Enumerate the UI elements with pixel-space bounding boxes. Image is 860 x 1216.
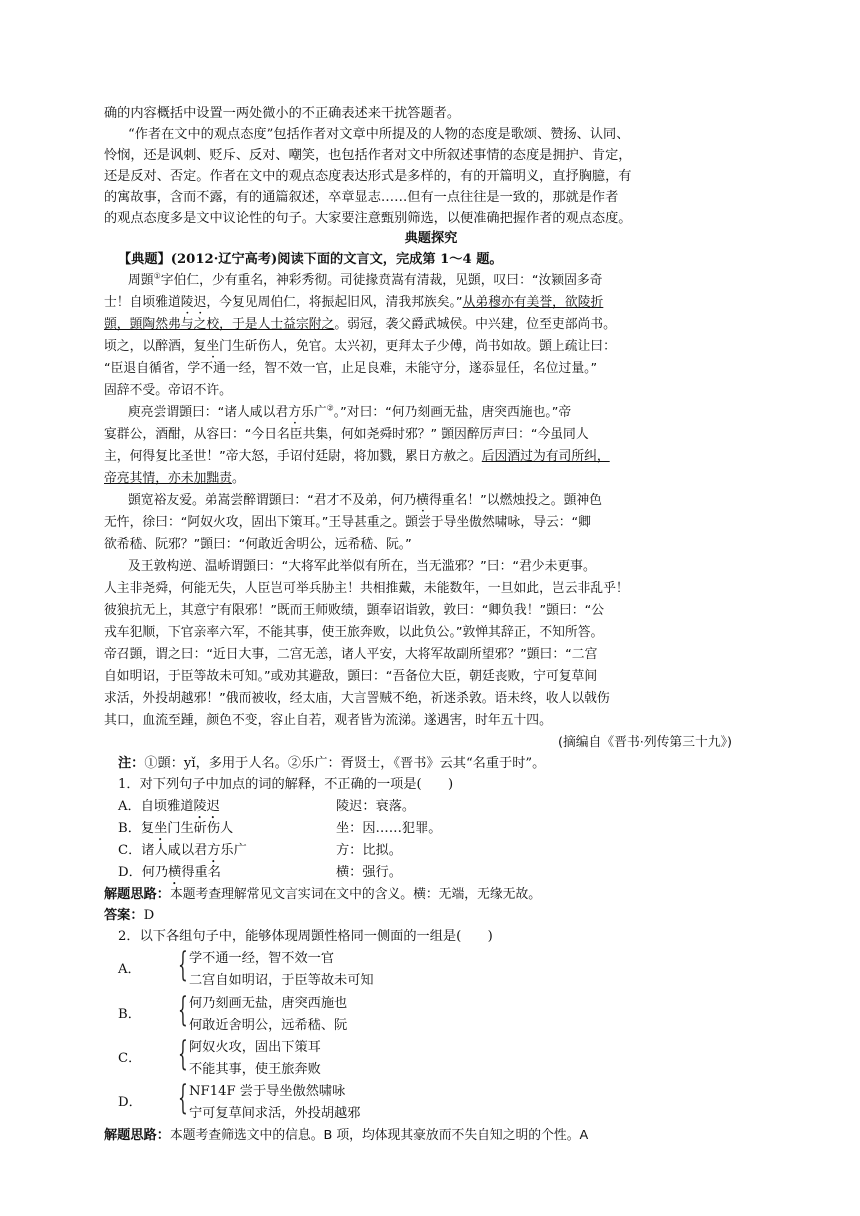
text: 门生斫伤人 — [167, 821, 234, 836]
q2-option-d-line2: 宁可复草间求活，外投胡越邪 — [189, 1106, 361, 1121]
text: 乐广 — [301, 405, 327, 420]
passage-line — [104, 293, 603, 317]
question-2-stem: 2．以下各组句子中，能够体现周顗性格同一侧面的一组是( ) — [118, 929, 493, 944]
dotted-word: 方 — [207, 843, 221, 858]
text: 主，何得复比圣世！”帝大怒，手诏付廷尉，将加戮，累日方赦之。 — [104, 449, 482, 464]
section-title: 典题探究 — [404, 231, 458, 246]
text: B．复 — [118, 821, 155, 836]
dotted-word: 坐 — [206, 339, 220, 354]
passage-line: 彼狼抗无上，其意宁有限邪！”既而王师败绩，顗奉诏诣敦，敦曰：“卿负我！”顗曰：“公 — [104, 603, 605, 618]
q1-answer — [104, 906, 154, 926]
q1-option-d-explanation: 横：强行。 — [336, 865, 402, 880]
passage-line: 无忤，徐曰：“阿奴火攻，固出下策耳。”王导甚重之。顗尝于导坐傲然啸咏，导云：“卿 — [104, 515, 591, 530]
notes-line — [118, 754, 545, 774]
text: 得重名 — [181, 865, 221, 880]
intro-line: “作者在文中的观点态度”包括作者对文章中所提及的人物的态度是歌颂、赞扬、认同、 — [128, 127, 630, 142]
dotted-word: 方 — [288, 405, 301, 420]
q2-option-d-label: D． — [118, 1095, 142, 1110]
text: 顷之，以醉酒，复 — [104, 339, 207, 354]
hint-text: 本题考查筛选文中的信息。B 项，均体现其豪放而不失自知之明的个性。A — [169, 1128, 589, 1143]
underlined-sentence: 从弟穆亦有美誉，欲陵折 — [462, 295, 604, 310]
passage-line: “臣退自循省，学不通一经，智不效一官，止足良难，未能守分，遂忝显任，名位过量。” — [104, 361, 598, 376]
passage-line — [104, 337, 616, 361]
q2-option-a-label: A． — [118, 962, 141, 977]
text: 。 — [231, 471, 245, 486]
passage-line: 其口，血流至踵，颜色不变，容止自若，观者皆为流涕。遂遇害，时年五十四。 — [104, 713, 552, 728]
text: C．诸人咸以君 — [118, 843, 208, 858]
text: 得重名！”以燃烛投之。顗神色 — [428, 493, 602, 508]
q1-option-c-explanation: 方：比拟。 — [336, 843, 402, 858]
q1-option-b-explanation: 坐：因……犯罪。 — [336, 821, 442, 836]
q2-option-a-line1: 学不通一经，智不效一官 — [189, 951, 335, 966]
hint-text: 本题考查理解常见文言实词在文中的含义。横：无端，无缘无故。 — [169, 887, 542, 902]
notes-text: ①顗：yǐ，多用于人名。②乐广：胥贤士，《晋书》云其“名重于时”。 — [144, 756, 546, 771]
brace-icon: { — [178, 1078, 188, 1118]
hint-label: 解题思路： — [104, 887, 170, 902]
dotted-word: 坐 — [154, 821, 168, 836]
dotted-word: 横 — [168, 865, 182, 880]
underlined-sentence: 后因酒过为有司所纠， — [481, 449, 610, 464]
passage-line — [104, 447, 610, 467]
text: 乐广 — [220, 843, 247, 858]
passage-source: (摘编自《晋书·列传第三十九》) — [558, 735, 733, 750]
text: 。弱冠，袭父爵武城侯。中兴建，位至吏部尚书。 — [334, 317, 616, 332]
notes-label: 注： — [118, 756, 145, 771]
underlined-sentence: 顗，顗陶然弗与之校，于是人士益宗附之 — [104, 317, 335, 332]
underlined-sentence: 帝亮其情，亦未加黜责 — [104, 471, 232, 486]
text: A．自顷雅道 — [118, 799, 194, 814]
passage-line — [104, 469, 245, 489]
text: 。”对曰：“何乃刻画无盐，唐突西施也。”帝 — [333, 405, 572, 420]
brace-icon: { — [178, 990, 188, 1030]
passage-line — [104, 315, 616, 335]
q1-hint — [104, 885, 541, 905]
text: 门生斫伤人，免官。太兴初，更拜太子少傅，尚书如故。顗上疏让曰： — [219, 339, 616, 354]
footnote-marker: ② — [326, 403, 334, 413]
passage-line: 戎车犯顺，下官亲率六军，不能其事，使王旅奔败，以此负公。”敦惮其辞正，不知所答。 — [104, 625, 604, 640]
intro-line: 确的内容概括中设置一两处微小的不正确表述来干扰答题者。 — [104, 106, 461, 121]
q2-option-c-line2: 不能其事，使王旅奔败 — [189, 1062, 321, 1077]
q2-option-c-line1: 阿奴火攻，固出下策耳 — [189, 1040, 321, 1055]
task-line — [118, 250, 503, 270]
text: D．何乃 — [118, 865, 169, 880]
answer-value: D — [143, 908, 155, 923]
q2-option-d-line1: NF14F 尝于导坐傲然啸咏 — [189, 1084, 346, 1099]
passage-line: 及王敦构逆、温峤谓顗曰：“大将军此举似有所在，当无滥邪？”曰：“君少未更事。 — [128, 559, 596, 574]
intro-line: 的观点态度多是文中议论性的句子。大家要注意甄别筛选，以便准确把握作者的观点态度。 — [104, 211, 632, 226]
answer-label: 答案： — [104, 908, 144, 923]
q1-option-a-explanation: 陵迟：衰落。 — [336, 799, 416, 814]
text: 庾亮尝谓顗曰：“诸人咸以君 — [128, 405, 289, 420]
task-tag: 【典题】 — [118, 252, 171, 267]
question-1-stem: 1．对下列句子中加点的词的解释，不正确的一项是( ) — [118, 777, 454, 792]
passage-line — [128, 271, 603, 291]
hint-label: 解题思路： — [104, 1128, 170, 1143]
brace-icon: { — [178, 945, 188, 985]
passage-line: 欲希嵇、阮邪？”顗曰：“何敢近舍明公，远希嵇、阮。” — [104, 537, 412, 552]
passage-line — [128, 491, 602, 515]
footnote-marker: ① — [153, 271, 161, 281]
task-text: (2012·辽宁高考)阅读下面的文言文，完成第 1～4 题。 — [170, 252, 503, 267]
q2-option-b-line2: 何敢近舍明公，远希嵇、阮 — [189, 1018, 348, 1033]
q2-option-a-line2: 二宫自如明诏，于臣等故未可知 — [189, 973, 374, 988]
text: ，今复见周伯仁，将振起旧风，清我邦族矣。” — [206, 295, 463, 310]
passage-line: 宴群公，酒酣，从容曰：“今日名臣共集，何如尧舜时邪？” 顗因醉厉声曰：“今虽同人 — [104, 427, 589, 442]
brace-icon: { — [178, 1034, 188, 1074]
q2-hint — [104, 1126, 588, 1146]
passage-line: 帝召顗，谓之曰：“近日大事，二宫无恙，诸人平安，大将军故副所望邪？”顗曰：“二宫 — [104, 647, 598, 662]
dotted-word: 陵迟 — [180, 295, 207, 310]
text: 周顗 — [128, 273, 154, 288]
q2-option-b-label: B． — [118, 1007, 141, 1022]
passage-line: 固辞不受。帝诏不许。 — [104, 383, 232, 398]
dotted-word: 陵迟 — [193, 799, 220, 814]
intro-line: 还是反对、否定。作者在文中的观点态度表达形式是多样的，有的开篇明义，直抒胸臆，有 — [104, 169, 632, 184]
text: 士！自顷雅道 — [104, 295, 181, 310]
text: 字伯仁，少有重名，神彩秀彻。司徒掾贲嵩有清裁，见顗，叹曰：“汝颍固多奇 — [160, 273, 603, 288]
intro-line: 怜悯，还是讽刺、贬斥、反对、嘲笑，也包括作者对文中所叙述事情的态度是拥护、肯定， — [104, 148, 632, 163]
passage-line: 求活，外投胡越邪！”俄而被收，经太庙，大言詈贼不绝，祈迷杀敦。语未终，收人以戟伤 — [104, 691, 610, 706]
intro-line: 的寓故事，含而不露，有的通篇叙述，卒章显志……但有一点往往是一致的，那就是作者 — [104, 190, 619, 205]
dotted-word: 横 — [416, 493, 429, 508]
passage-line: 人主非尧舜，何能无失，人臣岂可举兵胁主！共相推戴，未能数年，一旦如此，岂云非乱乎！ — [104, 581, 629, 596]
passage-line: 自如明诏，于臣等故未可知。”或劝其避敌，顗曰：“吾备位大臣，朝廷丧败，宁可复草间 — [104, 669, 598, 684]
text: 顗宽裕友爱。弟嵩尝醉谓顗曰：“君才不及弟，何乃 — [128, 493, 417, 508]
q2-option-b-line1: 何乃刻画无盐，唐突西施也 — [189, 996, 348, 1011]
passage-line — [128, 403, 571, 427]
q2-option-c-label: C． — [118, 1051, 142, 1066]
